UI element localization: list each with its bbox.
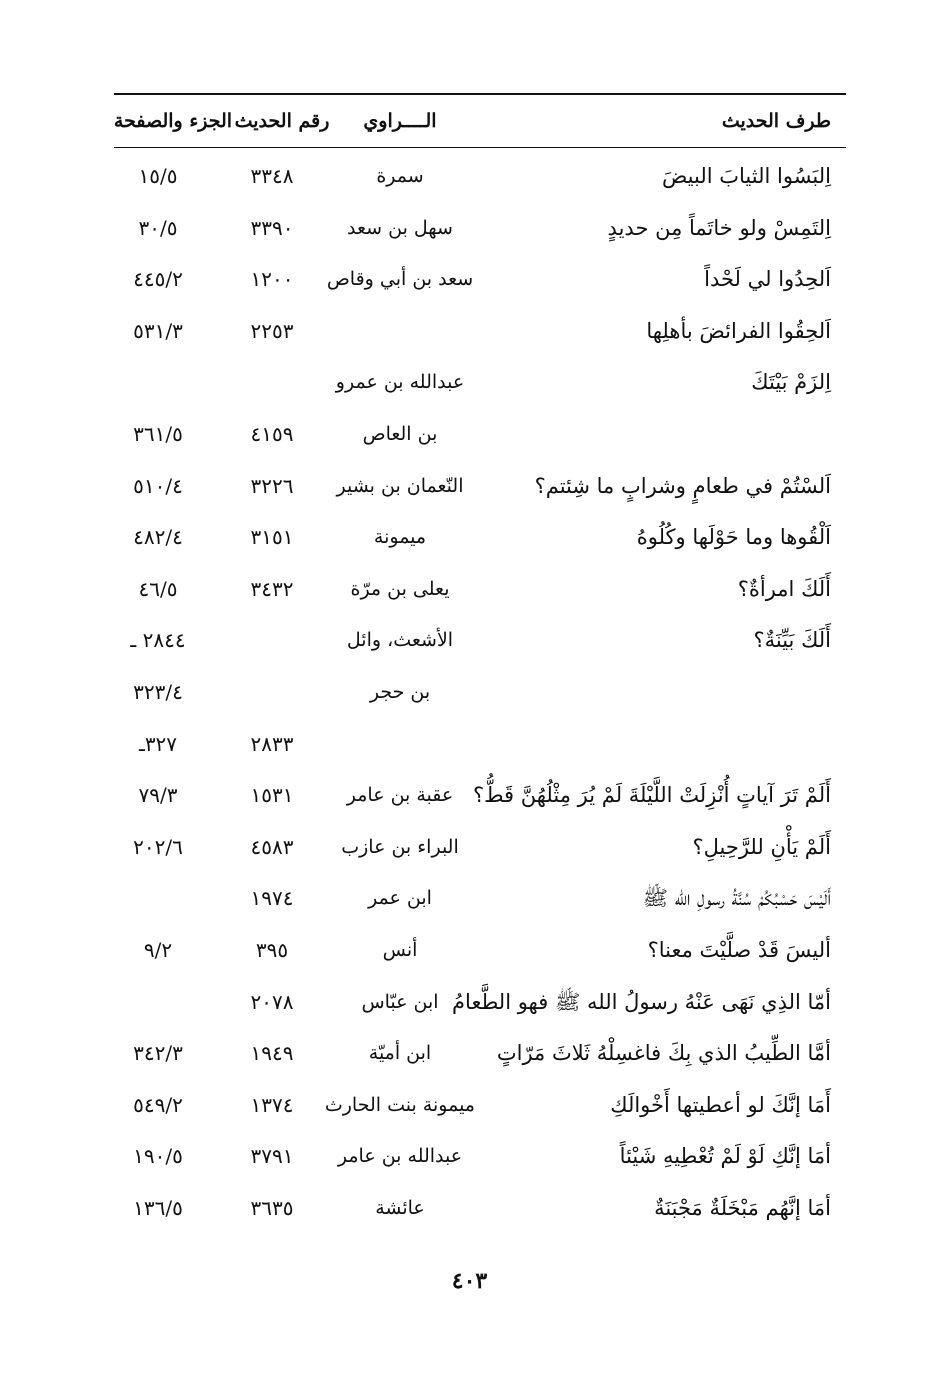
row-juz: ٤٦/٥ <box>138 577 178 601</box>
row-raqm: ١٣٧٤ <box>250 1093 294 1117</box>
row-rawi: بن حجر <box>369 681 431 703</box>
row-tarf: اَلسْتُمْ في طعامٍ وشرابٍ ما شِئتم؟ <box>534 474 831 498</box>
row-juz: ٥٤٩/٢ <box>133 1093 183 1117</box>
row-raqm: ٤١٥٩ <box>250 422 294 446</box>
row-rawi: ابن أميّة <box>368 1042 432 1064</box>
row-raqm: ٣٣٩٠ <box>250 216 294 240</box>
row-raqm: ١٥٣١ <box>250 783 294 807</box>
row-tarf: اَلحِدُوا لي لَحْداً <box>704 267 831 291</box>
row-raqm: ٢٨٣٣ <box>250 732 294 756</box>
row-juz: ١٩٠/٥ <box>133 1144 183 1168</box>
row-rawi: عبدالله بن عمرو <box>335 371 465 393</box>
row-raqm: ١٢٠٠ <box>250 267 294 291</box>
header-raqm: رقم الحديث <box>234 110 330 132</box>
row-juz: ١٣٦/٥ <box>133 1196 183 1220</box>
row-juz: ٣٢٣/٤ <box>133 680 183 704</box>
row-juz: ٢٨٤٤ ـ <box>130 628 186 652</box>
row-rawi: ابن عمر <box>368 887 432 909</box>
row-raqm: ٢٠٧٨ <box>250 990 294 1014</box>
row-tarf: أَلَيْسَ حَسْبُكُمْ سُنَّةُ رسولِ الله ﷺ <box>642 886 831 910</box>
row-rawi: البراء بن عازب <box>341 836 459 858</box>
header-rawi: الــــراوي <box>363 110 437 132</box>
row-raqm: ٤٥٨٣ <box>250 835 294 859</box>
row-tarf: اِلتَمِسْ ولو خاتَماً مِن حديدٍ <box>607 216 831 240</box>
row-rawi: عقبة بن عامر <box>346 784 454 806</box>
row-rawi: ميمونة <box>373 526 427 548</box>
row-tarf: أَلَكَ بَيِّنَةٌ؟ <box>753 628 831 652</box>
row-juz: ٤٤٥/٢ <box>133 267 183 291</box>
row-juz: ٣٤٢/٣ <box>133 1041 183 1065</box>
header-rule <box>114 147 846 148</box>
row-raqm: ٣٩٥ <box>255 938 289 962</box>
row-juz: ٣٦١/٥ <box>133 422 183 446</box>
row-tarf: اَلْقُوها وما حَوْلَها وكُلُوهُ <box>636 525 831 549</box>
header-juz: الجزء والصفحة <box>113 110 233 132</box>
page-number: ٤٠٣ <box>451 1268 488 1294</box>
row-rawi: عائشة <box>375 1197 425 1219</box>
row-juz: ٥٣١/٣ <box>133 319 183 343</box>
row-raqm: ١٩٧٤ <box>250 886 294 910</box>
header-tarf: طرف الحديث <box>721 110 831 132</box>
row-tarf: أمَّا الطِّيبُ الذي بِكَ فاغسِلْهُ ثَلاثَ مَرّاتٍ <box>496 1041 831 1065</box>
row-tarf: أليسَ قَدْ صلَّيْتَ معنا؟ <box>647 938 831 962</box>
row-rawi: النّعمان بن بشير <box>336 475 464 497</box>
top-rule <box>114 93 846 95</box>
row-raqm: ٣٣٤٨ <box>250 164 294 188</box>
row-rawi: أنس <box>382 939 418 961</box>
row-tarf: اَلحِقُوا الفرائضَ بأهلِها <box>646 319 831 343</box>
row-juz: ٢٠٢/٦ <box>133 835 183 859</box>
row-rawi: الأشعث، وائل <box>346 629 454 651</box>
row-juz: ٥١٠/٤ <box>133 474 183 498</box>
row-juz: ١٥/٥ <box>138 164 178 188</box>
row-tarf: أَلَمْ يَأْنِ للرَّحِيلِ؟ <box>692 835 831 859</box>
row-raqm: ٣٦٣٥ <box>250 1196 294 1220</box>
row-juz: ٣٠/٥ <box>138 216 178 240</box>
row-tarf: اِلبَسُوا الثيابَ البيضَ <box>661 164 831 188</box>
row-tarf: أَمَا إنَّكَ لو أعطيتها أَخْوالَكِ <box>610 1093 831 1117</box>
row-juz: ٣٢٧ـ <box>138 732 178 756</box>
row-rawi: بن العاص <box>362 423 438 445</box>
row-tarf: أَلَكَ امرأةٌ؟ <box>737 577 831 601</box>
row-tarf: اِلزَمْ بَيْتَكَ <box>751 370 831 394</box>
row-juz: ٧٩/٣ <box>138 783 178 807</box>
row-tarf: أمّا الذِي نَهَى عَنْهُ رسولُ الله ﷺ فهو الطَّعامُ <box>452 990 831 1014</box>
row-juz: ٤٨٢/٤ <box>133 525 183 549</box>
row-rawi: ابن عبّاس <box>361 991 439 1013</box>
row-rawi: سهل بن سعد <box>347 217 453 239</box>
row-rawi: سعد بن أبي وقاص <box>326 268 474 290</box>
row-rawi: سمرة <box>376 165 424 187</box>
row-tarf: أَلَمْ تَرَ آياتٍ أُنْزِلَتْ اللَّيْلَةَ لَمْ يُرَ مِثْلُهُنَّ قَطُّ؟ <box>472 783 831 807</box>
row-raqm: ٣٧٩١ <box>250 1144 294 1168</box>
row-tarf: أمَا إنَّكِ لَوْ لَمْ تُعْطِيهِ شَيْئاً <box>619 1144 831 1168</box>
row-raqm: ٢٢٥٣ <box>250 319 294 343</box>
row-tarf: أمَا إنَّهُم مَبْخَلَةٌ مَجْبَنَةٌ <box>654 1196 831 1220</box>
row-rawi: عبدالله بن عامر <box>337 1145 463 1167</box>
row-raqm: ١٩٤٩ <box>250 1041 294 1065</box>
row-raqm: ٣٢٢٦ <box>250 474 294 498</box>
row-rawi: يعلى بن مرّة <box>350 578 450 600</box>
row-juz: ٩/٢ <box>143 938 173 962</box>
row-raqm: ٣١٥١ <box>250 525 294 549</box>
row-rawi: ميمونة بنت الحارث <box>324 1094 475 1116</box>
row-raqm: ٣٤٣٢ <box>250 577 294 601</box>
